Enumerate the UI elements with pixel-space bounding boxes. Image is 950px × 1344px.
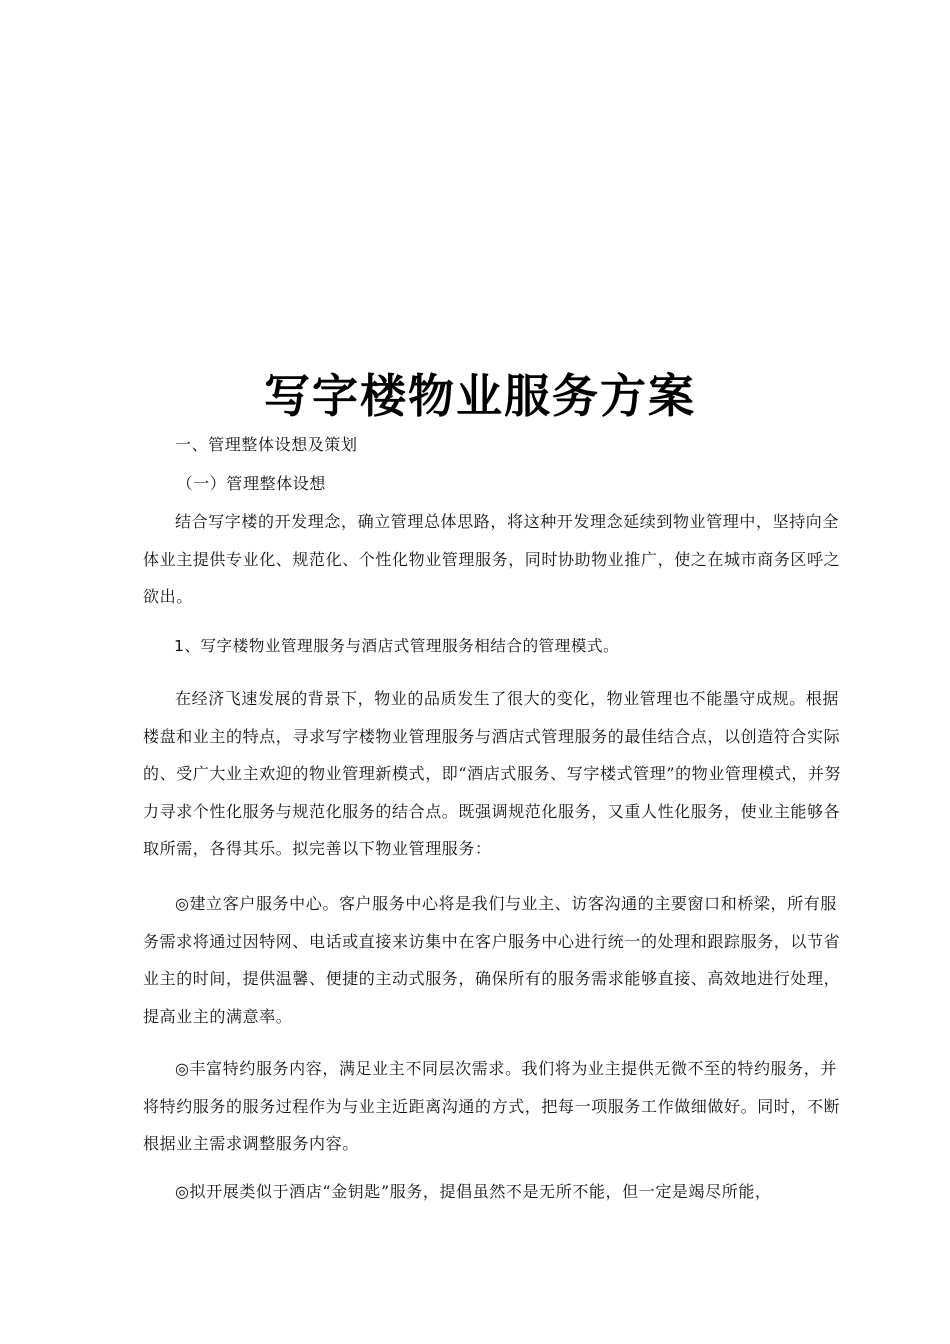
intro-paragraph (143, 503, 843, 616)
service-paragraph-customer-center (143, 885, 843, 1035)
service-paragraph-text: ◎丰富特约服务内容，满足业主不同层次需求。我们将为业主提供无微不至的特约服务，并将特约服务的服务过程作为与业主近距离沟通的方式，把每一项服务工作做细做好。同时，不断根据业主需求调整服务内容。 (143, 1059, 841, 1153)
section-heading (143, 426, 843, 464)
numbered-item-heading (143, 628, 843, 666)
service-paragraph-text: ◎建立客户服务中心。客户服务中心将是我们与业主、访客沟通的主要窗口和桥梁，所有服务需求将通过因特网、电话或直接来访集中在客户服务中心进行统一的处理和跟踪服务，以节省业主的时间，提供温馨、便捷的主动式服务，确保所有的服务需求能够直接、高效地进行处理，提高业主的满意率。 (143, 894, 841, 1026)
document-title: 写字楼物业服务方案 (264, 369, 696, 423)
service-paragraph-golden-key (143, 1173, 843, 1211)
section-heading-text: 一、管理整体设想及策划 (175, 435, 358, 454)
economy-paragraph-text: 在经济飞速发展的背景下，物业的品质发生了很大的变化，物业管理也不能墨守成规。根据楼盘和业主的特点，寻求写字楼物业管理服务与酒店式管理服务的最佳结合点，以创造符合实际的、受广大业主欢迎的物业管理新模式，即“酒店式服务、写字楼式管理”的物业管理模式，并努力寻求个性化服务与规范化服务的结合点。既强调规范化服务，又重人性化服务，使业主能够各取所需，各得其乐。拟完善以下物业管理服务： (143, 689, 842, 858)
numbered-item-heading-text: 1、写字楼物业管理服务与酒店式管理服务相结合的管理模式。 (174, 637, 620, 655)
subsection-heading (143, 465, 843, 503)
service-paragraph-special-services (143, 1050, 843, 1163)
economy-paragraph (143, 680, 843, 868)
subsection-heading-text: （一）管理整体设想 (176, 474, 326, 493)
service-paragraph-text: ◎拟开展类似于酒店“金钥匙”服务，提倡虽然不是无所不能，但一定是竭尽所能， (175, 1182, 772, 1201)
intro-paragraph-text: 结合写字楼的开发理念，确立管理总体思路，将这种开发理念延续到物业管理中，坚持向全体业主提供专业化、规范化、个性化物业管理服务，同时协助物业推广，使之在城市商务区呼之欲出。 (143, 512, 841, 606)
